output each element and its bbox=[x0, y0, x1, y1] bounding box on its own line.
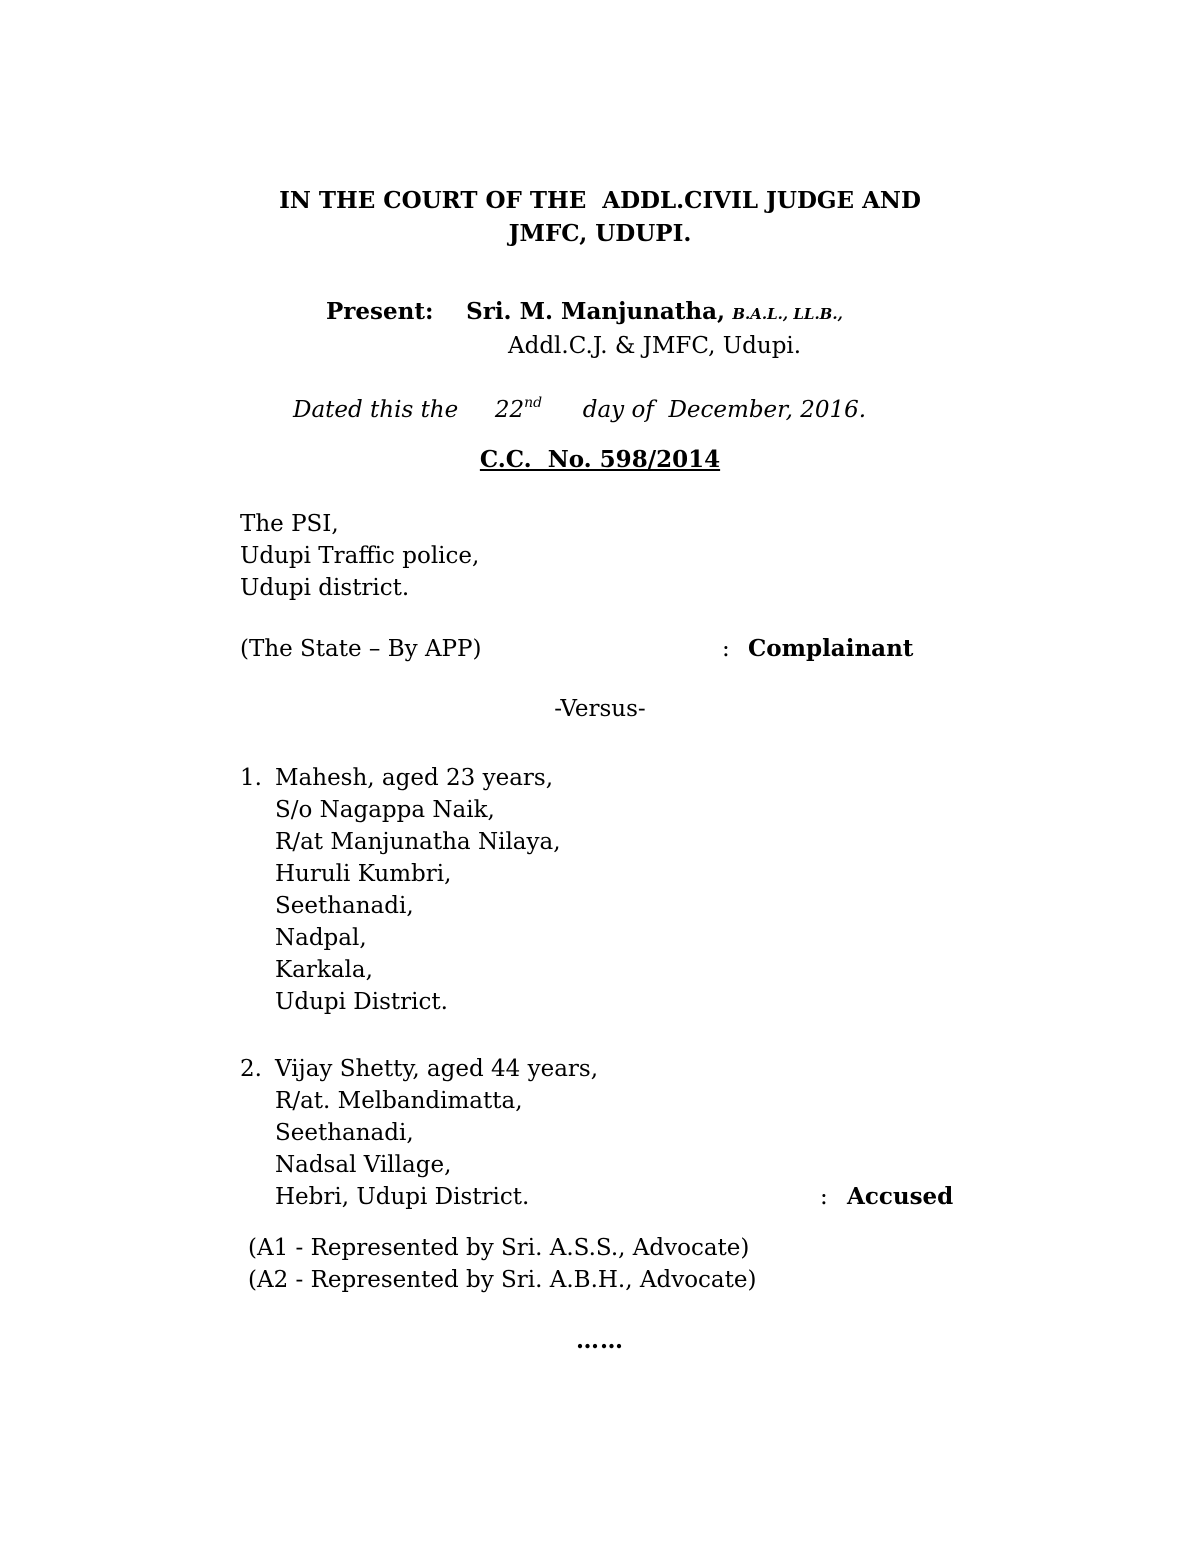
accused-line: Vijay Shetty, aged 44 years, bbox=[275, 1056, 599, 1082]
accused-line: R/at. Melbandimatta, bbox=[275, 1088, 523, 1114]
complainant-by: (The State – By APP) bbox=[240, 636, 482, 662]
judge-designation: Addl.C.J. & JMFC, Udupi. bbox=[508, 333, 802, 359]
accused-2 bbox=[240, 1053, 598, 1213]
present-line bbox=[326, 296, 843, 330]
presiding-judge-name: Sri. M. Manjunatha, bbox=[466, 298, 726, 325]
complainant-colon: : bbox=[722, 636, 730, 662]
court-title-line-2: JMFC, UDUPI. bbox=[508, 220, 692, 247]
accused-line: Seethanadi, bbox=[275, 1120, 414, 1146]
accused-1-first-line bbox=[240, 762, 561, 794]
accused-line: Seethanadi, bbox=[275, 893, 414, 919]
complainant-role: Complainant bbox=[748, 635, 914, 662]
accused-line: Karkala, bbox=[275, 957, 373, 983]
accused-line: Hebri, Udupi District. bbox=[275, 1184, 530, 1210]
accused-line: Nadpal, bbox=[275, 925, 367, 951]
court-title-line-1: IN THE COURT OF THE ADDL.CIVIL JUDGE AND bbox=[279, 187, 921, 214]
complainant-address bbox=[240, 508, 479, 604]
accused-2-first-line bbox=[240, 1053, 598, 1085]
representation-a2: (A2 - Represented by Sri. A.B.H., Advocate) bbox=[248, 1267, 757, 1293]
accused-line: Nadsal Village, bbox=[275, 1152, 452, 1178]
court-title bbox=[150, 184, 1050, 250]
accused-1 bbox=[240, 762, 561, 1018]
accused-line: R/at Manjunatha Nilaya, bbox=[275, 829, 561, 855]
accused-line: S/o Nagappa Naik, bbox=[275, 797, 495, 823]
dated-day: 22 bbox=[494, 397, 525, 423]
complainant-line: Udupi district. bbox=[240, 575, 410, 601]
representation-a1: (A1 - Represented by Sri. A.S.S., Advocate) bbox=[248, 1235, 750, 1261]
complainant-line: Udupi Traffic police, bbox=[240, 543, 480, 569]
versus: -Versus- bbox=[554, 696, 646, 722]
accused-number: 2. bbox=[240, 1056, 262, 1082]
accused-colon: : bbox=[820, 1184, 828, 1210]
accused-line: Udupi District. bbox=[275, 989, 448, 1015]
judge-qualifications: B.A.L., LL.B., bbox=[732, 305, 843, 323]
accused-line: Mahesh, aged 23 years, bbox=[275, 765, 554, 791]
accused-line: Huruli Kumbri, bbox=[275, 861, 452, 887]
present-label: Present: bbox=[326, 298, 434, 325]
accused-number: 1. bbox=[240, 765, 262, 791]
dated-rest: day of December, 2016. bbox=[582, 397, 867, 423]
accused-role: Accused bbox=[847, 1183, 954, 1210]
complainant-line: The PSI, bbox=[240, 511, 339, 537]
case-number: C.C. No. 598/2014 bbox=[479, 446, 721, 473]
dated-line bbox=[293, 394, 866, 426]
dated-day-suffix: nd bbox=[524, 395, 543, 411]
dated-prefix: Dated this the bbox=[293, 397, 459, 423]
closing-dots: …… bbox=[576, 1327, 624, 1354]
